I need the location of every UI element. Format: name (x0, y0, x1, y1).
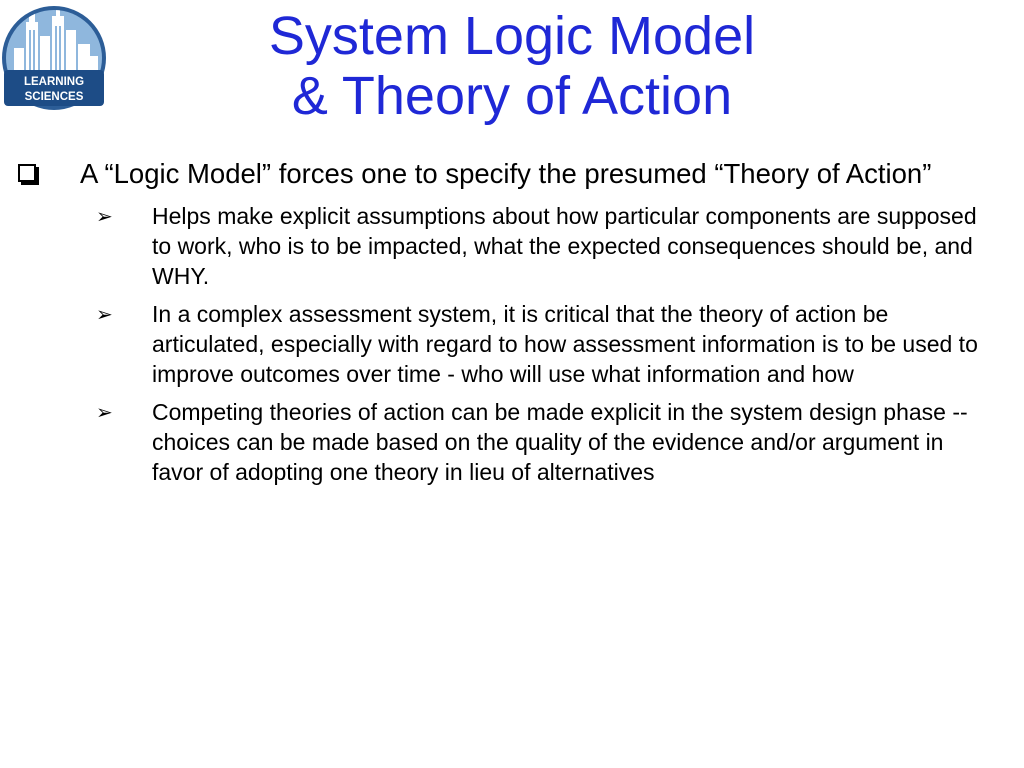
learning-sciences-logo-icon (0, 0, 108, 120)
logo-text-line1: LEARNING (23, 76, 85, 88)
sub-bullet-item (0, 299, 1024, 389)
arrow-bullet-icon: ➢ (96, 204, 113, 228)
bullet-text: A “Logic Model” forces one to specify the presumed “Theory of Action” (80, 158, 932, 189)
learning-sciences-logo (0, 0, 108, 120)
logo-text-line2: SCIENCES (24, 91, 84, 103)
slide-title (110, 6, 914, 126)
sub-bullet-text: Helps make explicit assumptions about how particular components are supposed to work, who is to be impacted, what the expected consequences should be, and WHY. (152, 203, 977, 289)
arrow-bullet-icon: ➢ (96, 302, 113, 326)
arrow-bullet-icon: ➢ (96, 400, 113, 424)
bullet-item (0, 158, 1024, 189)
sub-bullet-text: Competing theories of action can be made explicit in the system design phase -- choices can be made based on the quality of the evidence and/or argument in favor of adopting one theory in lieu of alternatives (152, 399, 968, 485)
hollow-square-bullet-icon (18, 164, 36, 182)
sub-bullet-item (0, 397, 1024, 487)
sub-bullet-list (0, 201, 1024, 487)
slide-title-line1: System Logic Model (268, 6, 756, 66)
sub-bullet-item (0, 201, 1024, 291)
sub-bullet-text: In a complex assessment system, it is critical that the theory of action be articulated, especially with regard to how assessment information is to be used to improve outcomes over time - who will use what information and how (152, 301, 978, 387)
slide-body (0, 158, 1024, 495)
slide-title-line2: & Theory of Action (291, 66, 733, 126)
